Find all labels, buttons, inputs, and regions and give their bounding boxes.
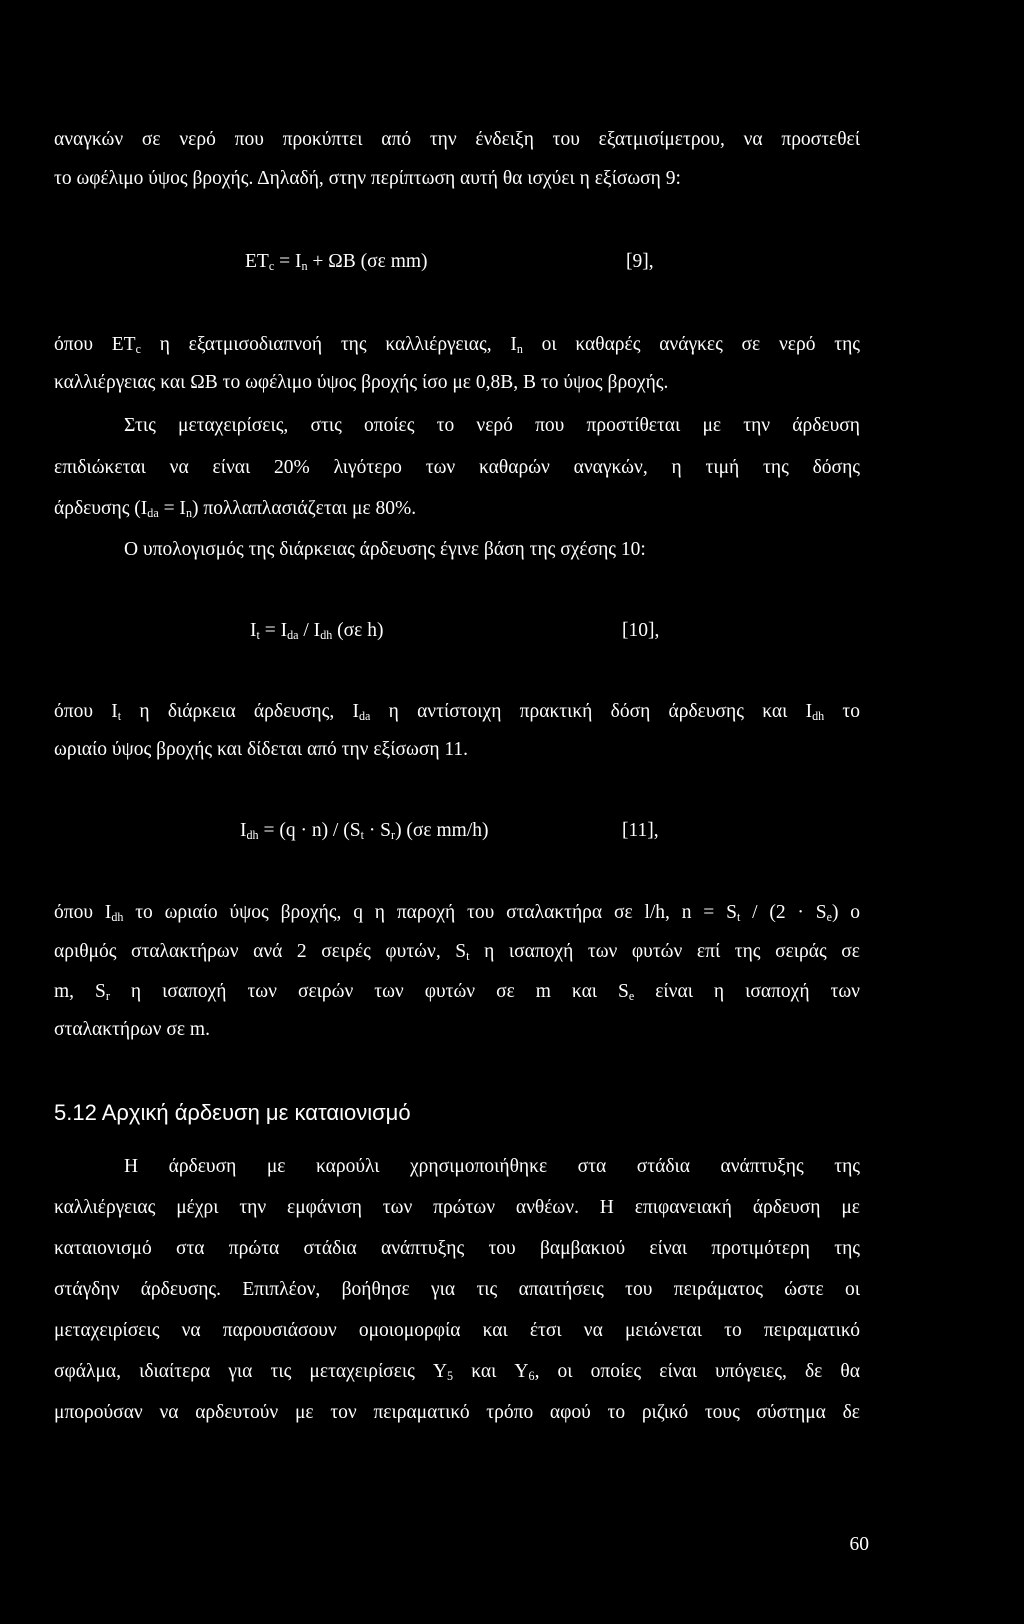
text-span: και Y bbox=[453, 1361, 529, 1382]
subscript: t bbox=[117, 709, 122, 724]
body-text-line: Η άρδευση με καρούλι χρησιμοποιήθηκε στα στάδια ανάπτυξης της bbox=[124, 1156, 860, 1177]
body-text-line: Στις μεταχειρίσεις, στις οποίες το νερό που προστίθεται με την άρδευση bbox=[124, 415, 860, 436]
eq-subscript: n bbox=[301, 259, 308, 274]
text-span: / (2 · S bbox=[740, 902, 827, 923]
text-span: άρδευσης (I bbox=[54, 498, 148, 519]
eq-text: = (q · n) / (S bbox=[258, 820, 361, 841]
section-heading: 5.12 Αρχική άρδευση με καταιονισμό bbox=[54, 1100, 411, 1125]
text-span: όπου I bbox=[54, 902, 112, 923]
eq-subscript: t bbox=[256, 628, 260, 643]
text-span: είναι η ισαποχή των bbox=[634, 981, 860, 1002]
body-text-line: σταλακτήρων σε m. bbox=[54, 1019, 210, 1040]
equation-number: [10], bbox=[622, 620, 660, 641]
page-number: 60 bbox=[849, 1534, 869, 1555]
eq-text: ) (σε mm/h) bbox=[395, 820, 489, 841]
eq-subscript: r bbox=[391, 828, 396, 843]
text-span: το ωριαίο ύψος βροχής, q η παροχή του σταλακτήρα σε l/h, n = S bbox=[123, 902, 737, 923]
eq-text: ET bbox=[245, 251, 269, 272]
text-span: ) ο bbox=[831, 902, 860, 923]
text-span: η αντίστοιχη πρακτική δόση άρδευσης και I bbox=[370, 701, 813, 722]
subscript: e bbox=[826, 910, 832, 925]
text-span: όπου I bbox=[54, 701, 118, 722]
subscript: dh bbox=[111, 910, 124, 925]
eq-text: I bbox=[250, 620, 257, 641]
text-span: αριθμός σταλακτήρων ανά 2 σειρές φυτών, S bbox=[54, 941, 467, 962]
text-span: η διάρκεια άρδευσης, I bbox=[121, 701, 359, 722]
body-text-line bbox=[54, 898, 860, 928]
eq-text: (σε h) bbox=[332, 620, 384, 641]
equation-number: [9], bbox=[626, 251, 654, 272]
subscript: dh bbox=[812, 709, 825, 724]
eq-text: + ΩΒ (σε mm) bbox=[312, 251, 428, 272]
eq-text: I bbox=[240, 820, 247, 841]
body-text-line: καταιονισμό στα πρώτα στάδια ανάπτυξης του βαμβακιού είναι προτιμότερη της bbox=[54, 1238, 860, 1259]
text-span: σφάλμα, ιδιαίτερα για τις μεταχειρίσεις Y bbox=[54, 1361, 448, 1382]
body-text-line bbox=[54, 937, 860, 967]
text-span: m, S bbox=[54, 981, 106, 1002]
equation-10 bbox=[250, 616, 383, 646]
text-span: όπου ET bbox=[54, 334, 136, 355]
equation-9 bbox=[245, 247, 428, 277]
eq-subscript: t bbox=[360, 828, 364, 843]
body-text-line: επιδιώκεται να είναι 20% λιγότερο των καθαρών αναγκών, η τιμή της δόσης bbox=[54, 457, 860, 478]
eq-text: = I bbox=[279, 251, 302, 272]
subscript: r bbox=[105, 989, 110, 1004]
body-text-line bbox=[54, 1357, 860, 1387]
subscript: n bbox=[516, 342, 523, 357]
text-span: η ισαποχή των σειρών των φυτών σε m και S bbox=[109, 981, 629, 1002]
text-span: το bbox=[824, 701, 860, 722]
eq-text: = I bbox=[259, 620, 288, 641]
text-span: = I bbox=[158, 498, 186, 519]
body-text-line bbox=[54, 697, 860, 727]
equation-number: [11], bbox=[622, 820, 659, 841]
subscript: da bbox=[358, 709, 371, 724]
text-span: η ισαποχή των φυτών επί της σειράς σε bbox=[469, 941, 860, 962]
subscript: da bbox=[147, 506, 159, 521]
body-text-line: Ο υπολογισμός της διάρκειας άρδευσης έγινε βάση της σχέσης 10: bbox=[124, 539, 646, 560]
body-text-line: μεταχειρίσεις να παρουσιάσουν ομοιομορφία και έτσι να μειώνεται το πειραματικό bbox=[54, 1320, 860, 1341]
equation-11 bbox=[240, 816, 489, 846]
subscript: t bbox=[736, 910, 741, 925]
body-text-line: μπορούσαν να αρδευτούν με τον πειραματικό τρόπο αφού το ριζικό τους σύστημα δε bbox=[54, 1402, 860, 1423]
subscript: e bbox=[628, 989, 635, 1004]
eq-subscript: c bbox=[268, 259, 275, 274]
text-span: οι καθαρές ανάγκες σε νερό της bbox=[522, 334, 860, 355]
eq-subscript: dh bbox=[320, 628, 333, 643]
eq-subscript: dh bbox=[246, 828, 259, 843]
subscript: 6 bbox=[528, 1369, 535, 1384]
body-text-line: το ωφέλιμο ύψος βροχής. Δηλαδή, στην περίπτωση αυτή θα ισχύει η εξίσωση 9: bbox=[54, 168, 681, 189]
subscript: n bbox=[185, 506, 192, 521]
body-text-line: στάγδην άρδευσης. Επιπλέον, βοήθησε για τις απαιτήσεις του πειράματος ώστε οι bbox=[54, 1279, 860, 1300]
body-text-line: καλλιέργειας και ΩΒ το ωφέλιμο ύψος βροχής ίσο με 0,8Β, Β το ύψος βροχής. bbox=[54, 372, 669, 393]
eq-text: / I bbox=[298, 620, 321, 641]
text-span: ) πολλαπλασιάζεται με 80%. bbox=[191, 498, 417, 519]
subscript: c bbox=[135, 342, 141, 357]
body-text-line bbox=[54, 330, 860, 360]
subscript: 5 bbox=[447, 1369, 454, 1384]
body-text-line: καλλιέργειας μέχρι την εμφάνιση των πρώτων ανθέων. Η επιφανειακή άρδευση με bbox=[54, 1197, 860, 1218]
body-text-line: αναγκών σε νερό που προκύπτει από την ένδειξη του εξατμισίμετρου, να προστεθεί bbox=[54, 129, 860, 150]
body-text-line bbox=[54, 494, 860, 524]
eq-subscript: da bbox=[287, 628, 299, 643]
body-text-line: ωριαίο ύψος βροχής και δίδεται από την εξίσωση 11. bbox=[54, 739, 469, 760]
eq-text: · S bbox=[363, 820, 392, 841]
text-span: η εξατμισοδιαπνοή της καλλιέργειας, I bbox=[140, 334, 517, 355]
subscript: t bbox=[466, 949, 470, 964]
body-text-line bbox=[54, 977, 860, 1007]
text-span: , οι οποίες είναι υπόγειες, δε θα bbox=[534, 1361, 860, 1382]
